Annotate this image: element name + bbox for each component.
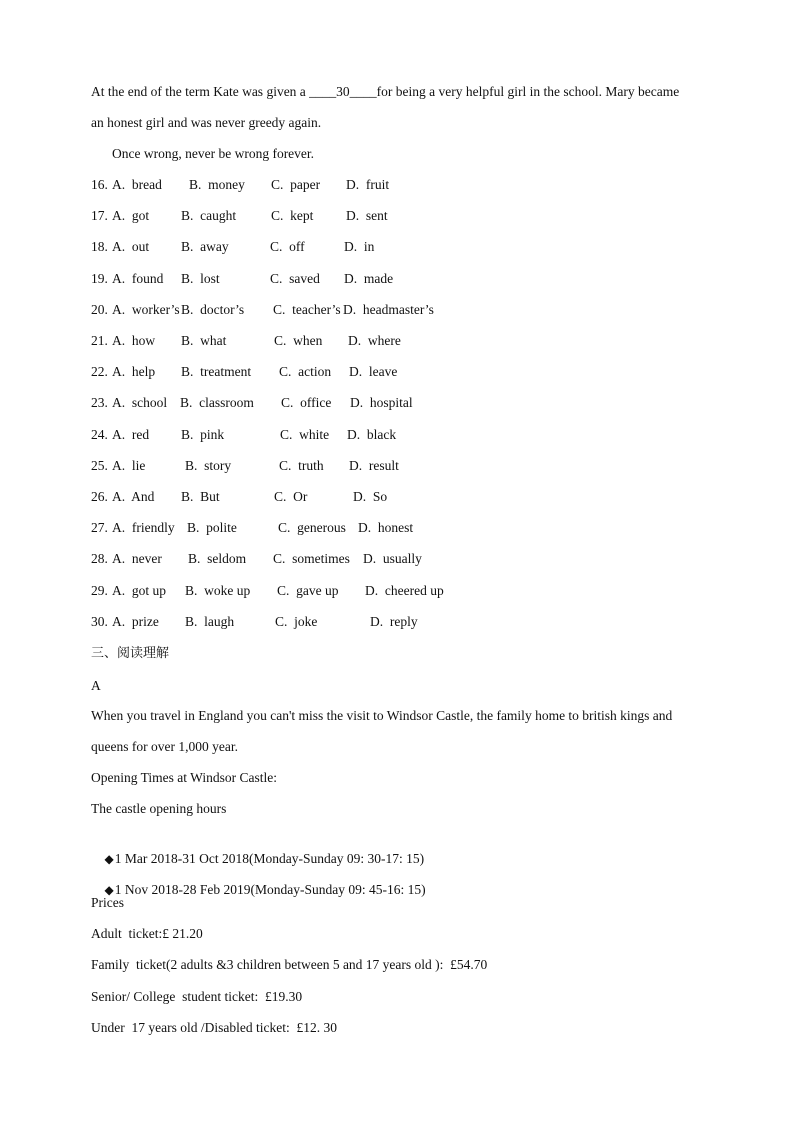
option-a: A. never: [112, 551, 162, 567]
option-a: A. school: [112, 395, 168, 411]
option-d: D. hospital: [350, 395, 413, 411]
option-a: A. prize: [112, 613, 159, 629]
option-a: A. lie: [112, 457, 146, 473]
option-b: B. woke up: [185, 582, 251, 598]
option-a: A. how: [112, 333, 156, 348]
option-a: A. out: [112, 239, 150, 255]
option-b: B. treatment: [181, 364, 252, 380]
option-c: C. when: [274, 333, 323, 348]
option-b: B. pink: [181, 426, 225, 442]
option-c: C. teacher’s: [273, 301, 341, 317]
question-number: 23.: [91, 395, 108, 411]
option-c: C. joke: [275, 613, 318, 629]
option-c: C. truth: [279, 457, 324, 473]
hours-text: 1 Nov 2018-28 Feb 2019(Monday-Sunday 09: 45-16: 15): [114, 882, 426, 897]
question-number: 19.: [91, 270, 108, 286]
hours-text: 1 Mar 2018-31 Oct 2018(Monday-Sunday 09: 30-17: 15): [114, 851, 425, 866]
option-c: C. office: [281, 395, 332, 411]
option-a: A. friendly: [112, 520, 175, 536]
option-c: C. generous: [278, 520, 346, 536]
option-c: C. gave up: [277, 582, 339, 598]
option-b: B. caught: [181, 208, 237, 224]
option-b: B. away: [181, 239, 229, 255]
option-d: D. reply: [370, 613, 418, 629]
option-a: A. And: [112, 489, 155, 504]
option-c: C. sometimes: [273, 551, 350, 567]
option-b: B. But: [181, 489, 220, 504]
option-d: D. where: [348, 333, 401, 348]
intro-line-2: queens for over 1,000 year.: [91, 739, 238, 754]
option-d: D. made: [344, 270, 394, 286]
option-c: C. saved: [270, 270, 320, 286]
option-d: D. in: [344, 239, 375, 255]
option-a: A. red: [112, 426, 150, 442]
passage-line-1: At the end of the term Kate was given a ____30____for being a very helpful girl in the school. Mary became: [91, 84, 680, 99]
option-d: D. usually: [363, 551, 422, 567]
option-c: C. paper: [271, 177, 321, 192]
option-b: B. lost: [181, 270, 220, 286]
option-a: A. found: [112, 270, 164, 286]
diamond-bullet-icon: ◆: [104, 852, 114, 866]
option-d: D. result: [349, 457, 399, 473]
option-b: B. what: [181, 333, 227, 348]
option-c: C. white: [280, 426, 330, 442]
question-number: 21.: [91, 333, 108, 348]
option-d: D. headmaster’s: [343, 301, 434, 317]
hours-item: [91, 863, 426, 917]
option-a: A. worker’s: [112, 301, 180, 317]
option-b: B. story: [185, 457, 232, 473]
part-label: A: [91, 678, 101, 693]
question-number: 25.: [91, 457, 108, 473]
option-a: A. got up: [112, 582, 166, 598]
option-c: C. action: [279, 364, 332, 380]
question-number: 20.: [91, 301, 108, 317]
option-a: A. got: [112, 208, 150, 224]
passage-moral: Once wrong, never be wrong forever.: [112, 146, 315, 161]
intro-line-1: When you travel in England you can't miss the visit to Windsor Castle, the family home to british kings and: [91, 708, 673, 723]
option-d: D. black: [347, 426, 397, 442]
question-number: 18.: [91, 239, 108, 255]
option-d: D. leave: [349, 364, 398, 380]
question-number: 26.: [91, 489, 108, 504]
price-item: Adult ticket:£ 21.20: [91, 926, 203, 941]
option-b: B. polite: [187, 520, 237, 536]
question-number: 29.: [91, 582, 108, 598]
option-b: B. laugh: [185, 613, 235, 629]
option-b: B. classroom: [180, 395, 254, 411]
option-b: B. money: [189, 177, 245, 192]
price-item: Senior/ College student ticket: £19.30: [91, 989, 303, 1004]
option-c: C. Or: [274, 489, 308, 504]
price-item: Under 17 years old /Disabled ticket: £12. 30: [91, 1020, 337, 1035]
question-number: 24.: [91, 426, 108, 442]
option-c: C. off: [270, 239, 305, 255]
question-number: 30.: [91, 613, 108, 629]
option-d: D. cheered up: [365, 582, 444, 598]
question-number: 22.: [91, 364, 108, 380]
option-a: A. bread: [112, 177, 162, 192]
question-number: 17.: [91, 208, 108, 224]
price-item: Family ticket(2 adults &3 children between 5 and 17 years old ): £54.70: [91, 957, 488, 972]
option-d: D. sent: [346, 208, 388, 224]
opening-times-title: Opening Times at Windsor Castle:: [91, 770, 277, 785]
section-heading: 三、阅读理解: [91, 646, 170, 661]
question-number: 27.: [91, 520, 108, 536]
option-d: D. honest: [358, 520, 414, 536]
option-d: D. So: [353, 489, 388, 504]
option-a: A. help: [112, 364, 156, 380]
option-d: D. fruit: [346, 177, 390, 192]
question-number: 16.: [91, 177, 108, 192]
option-b: B. seldom: [188, 551, 247, 567]
prices-title: Prices: [91, 895, 124, 910]
option-b: B. doctor’s: [181, 301, 245, 317]
question-number: 28.: [91, 551, 108, 567]
passage-line-2: an honest girl and was never greedy again.: [91, 115, 322, 130]
option-c: C. kept: [271, 208, 314, 224]
hours-title: The castle opening hours: [91, 801, 227, 816]
diamond-bullet-icon: ◆: [104, 883, 114, 897]
